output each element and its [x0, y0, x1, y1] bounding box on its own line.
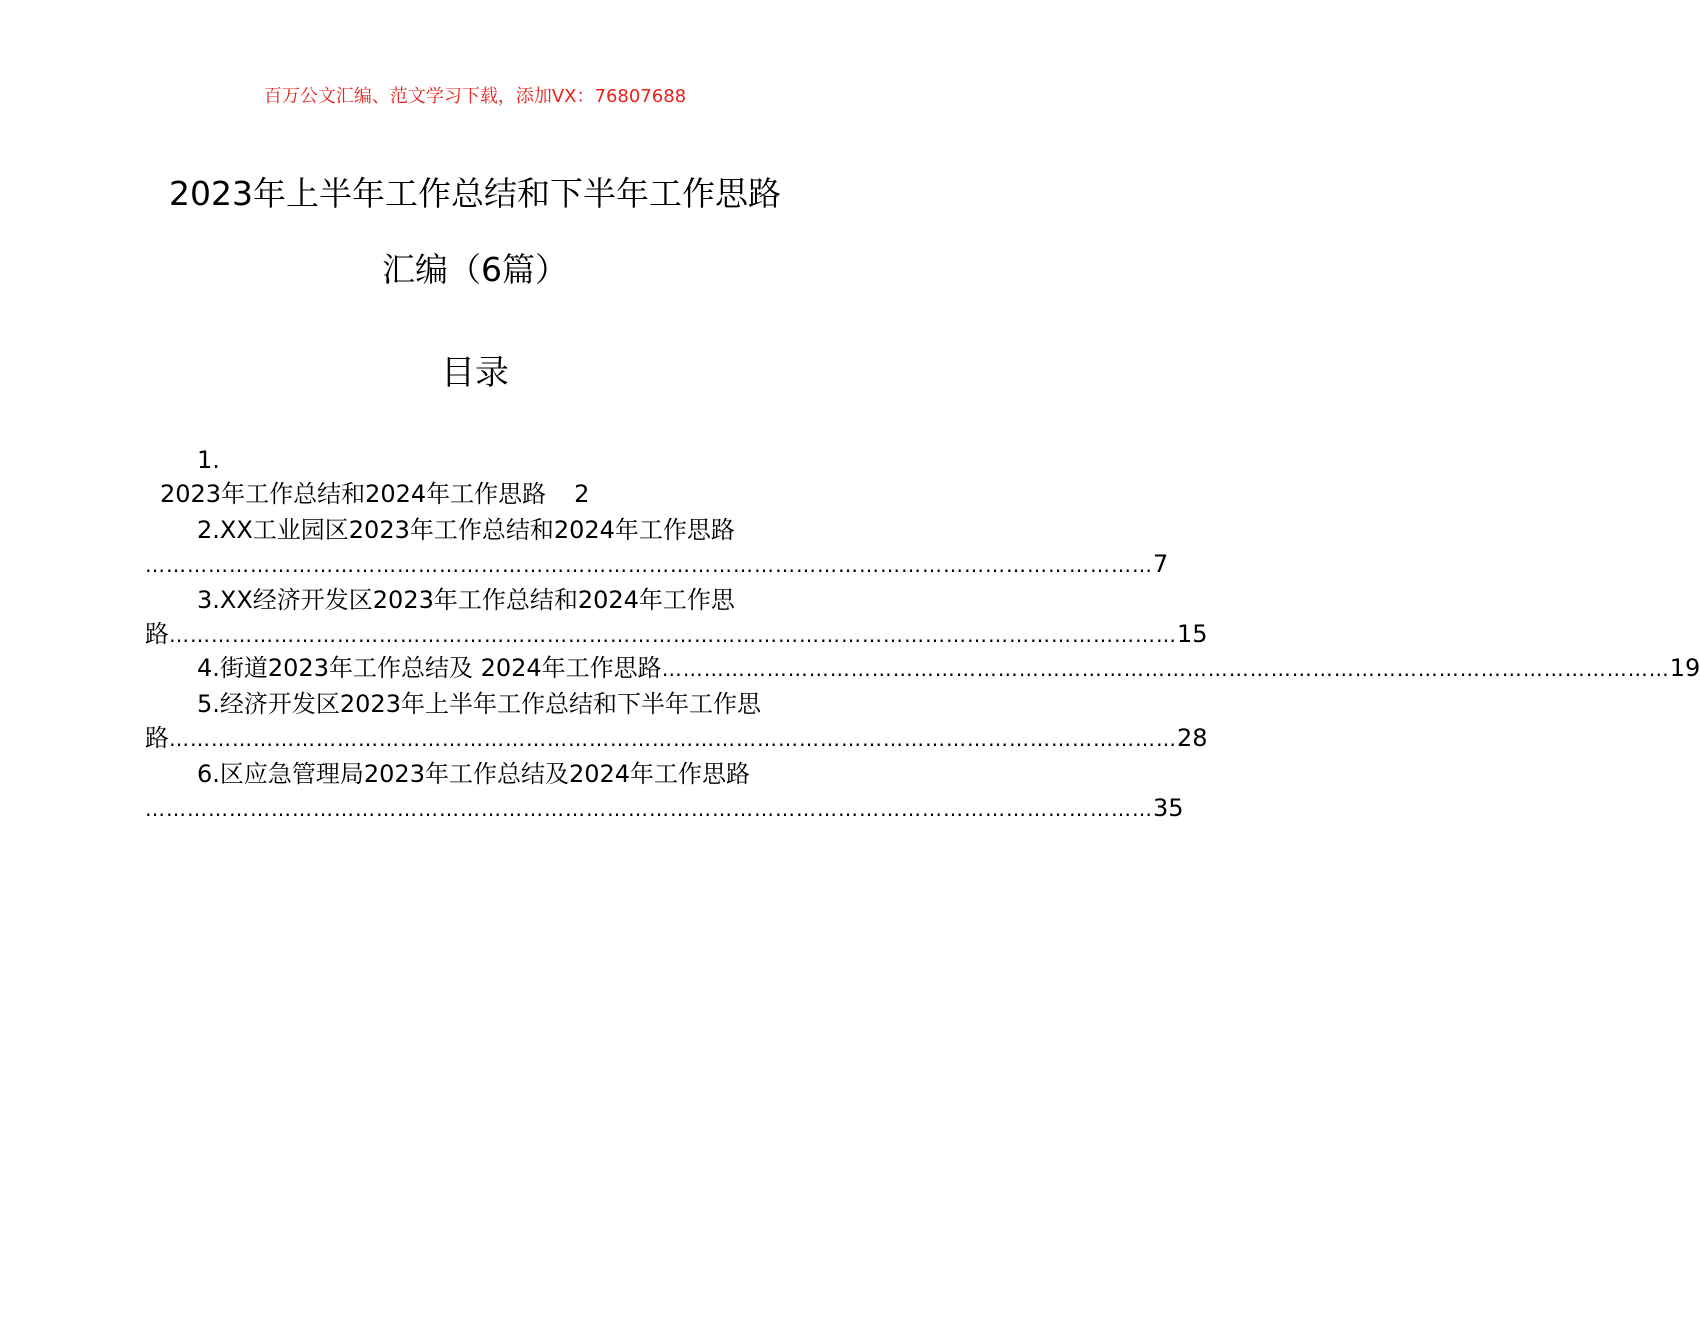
toc-heading: 目录 — [441, 353, 509, 393]
toc-entry-2-dot-leader: ……………………………………………………………………………………………………………………………… — [145, 553, 1153, 577]
toc-entry-2[interactable]: 2.XX工业园区2023年工作总结和2024年工作思路 — [197, 516, 735, 544]
toc-entry-5[interactable]: 5.经济开发区2023年上半年工作总结和下半年工作思 — [197, 690, 761, 718]
toc-entry-1-page: 2 — [574, 480, 590, 508]
header-watermark: 百万公文汇编、范文学习下载，添加VX：76807688 — [263, 86, 687, 107]
toc-entry-6[interactable]: 6.区应急管理局2023年工作总结及2024年工作思路 — [197, 760, 751, 788]
toc-entry-6-page: 35 — [1153, 794, 1184, 822]
toc-entry-4-text: 4.街道2023年工作总结及 2024年工作思路 — [197, 654, 662, 682]
toc-entry-3-page: 15 — [1177, 620, 1208, 648]
toc-entry-5-dot-leader: ……………………………………………………………………………………………………………………………… — [169, 727, 1177, 751]
toc-entry-2-leader-line[interactable] — [145, 548, 1169, 580]
toc-entry-5-leader-line[interactable] — [145, 722, 1208, 754]
toc-entry-4-dot-leader: ……………………………………………………………………………………………………………………………… — [661, 657, 1670, 681]
document-title: 2023年上半年工作总结和下半年工作思路 — [169, 174, 781, 213]
toc-entry-2-page: 7 — [1153, 550, 1169, 578]
toc-entry-1-text: 2023年工作总结和2024年工作思路 — [160, 480, 547, 508]
toc-entry-6-dot-leader: ……………………………………………………………………………………………………………………………… — [145, 797, 1153, 821]
toc-entry-5-continuation: 路 — [145, 724, 169, 752]
toc-entry-3-continuation: 路 — [145, 620, 169, 648]
toc-entry-3[interactable]: 3.XX经济开发区2023年工作总结和2024年工作思 — [197, 586, 735, 614]
toc-entry-3-leader-line[interactable] — [145, 618, 1208, 650]
toc-entry-1-number[interactable]: 1. — [197, 446, 220, 474]
toc-entry-5-page: 28 — [1177, 724, 1208, 752]
toc-entry-3-dot-leader: ……………………………………………………………………………………………………………………………… — [169, 623, 1177, 647]
toc-entry-4-page: 19 — [1669, 654, 1700, 682]
toc-entry-1[interactable] — [160, 478, 589, 510]
toc-entry-6-leader-line[interactable] — [145, 792, 1184, 824]
document-subtitle: 汇编（6篇） — [382, 250, 568, 289]
toc-entry-4[interactable] — [197, 652, 1700, 684]
